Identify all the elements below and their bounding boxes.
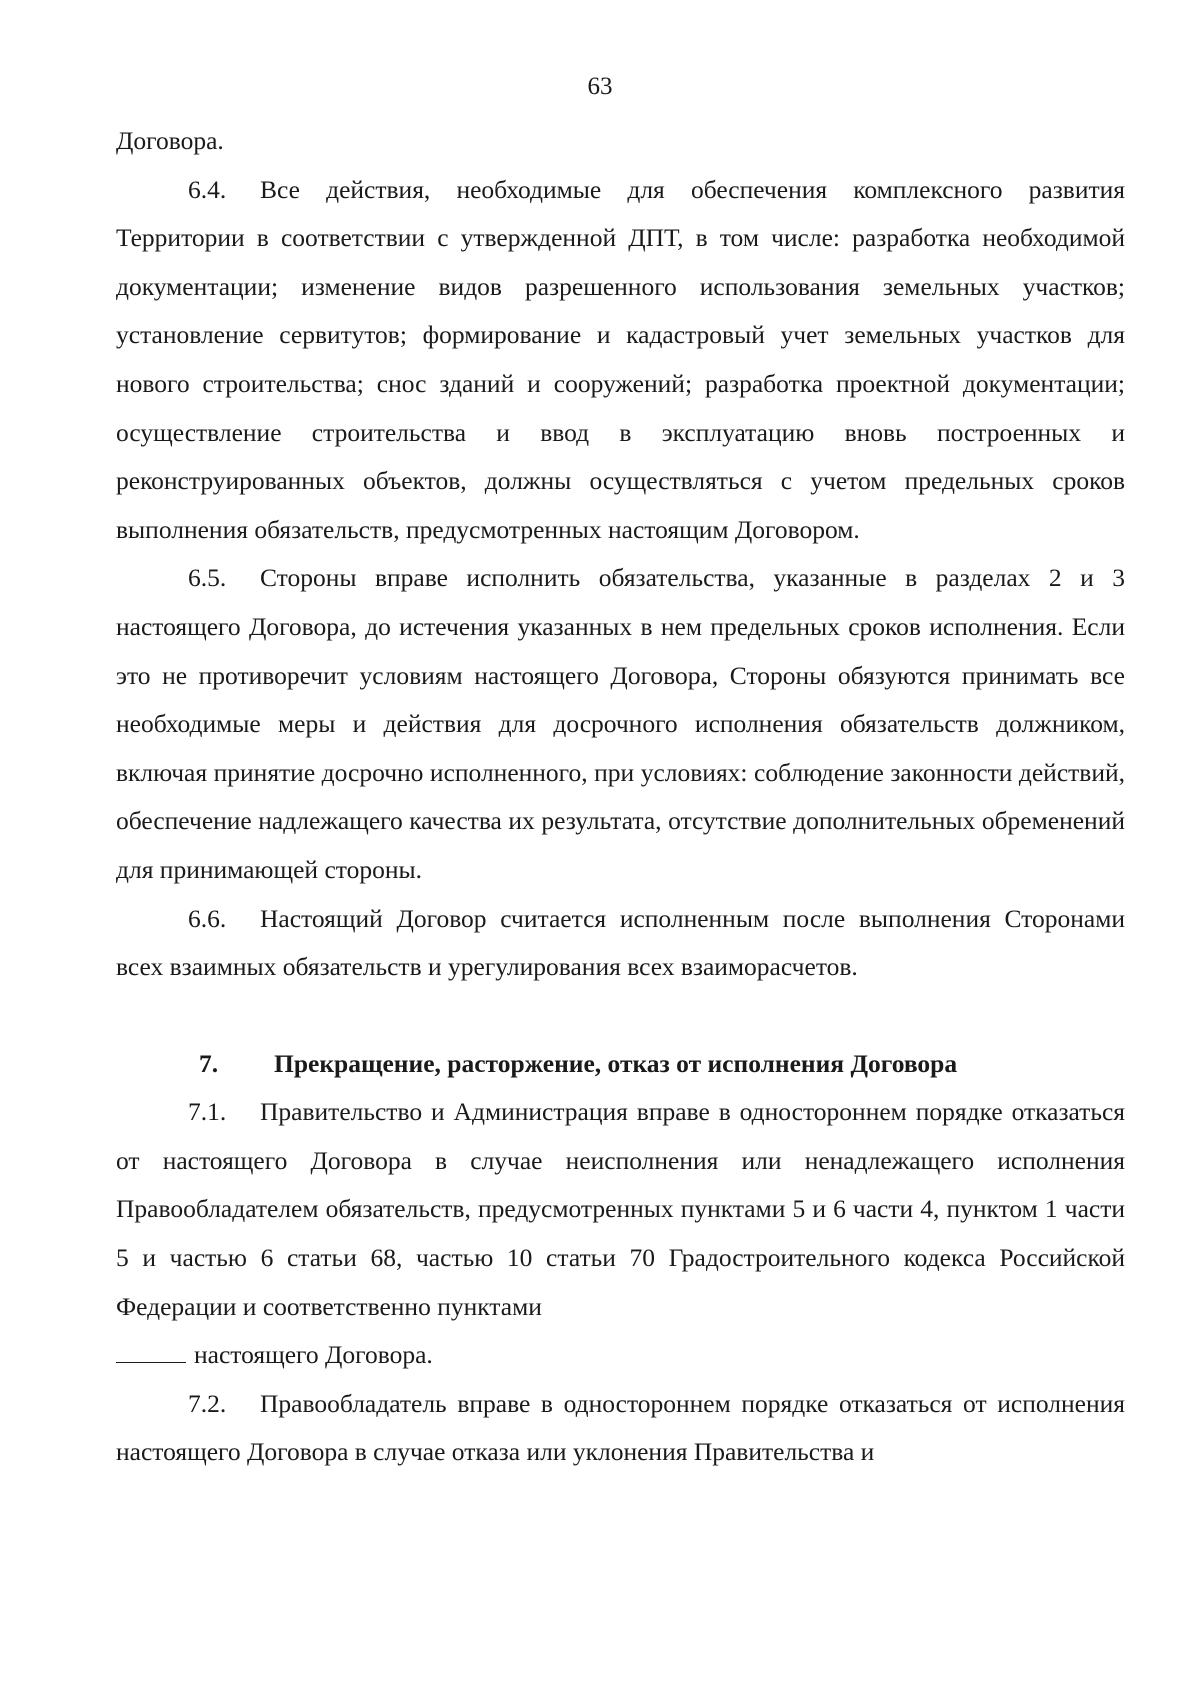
paragraph-text: Стороны вправе исполнить обязательства, указанные в разделах 2 и 3 настоящего Договора, до истечения указанных в нем предельных сроков исполнения. Если это не противоречит условиям настоящего Договора, Стороны обязуются принимать все необходимые меры и действия для досрочного исполнения обязательств должником, включая принятие досрочно исполненного, при условиях: соблюдение законности действий, обеспечение надлежащего качества их результата, отсутствие дополнительных обременений для принимающей стороны.	[116, 563, 1125, 884]
paragraph-number: 7.2.	[188, 1388, 227, 1418]
section-number: 7.	[199, 1048, 219, 1078]
paragraph-7-2	[116, 1380, 1125, 1477]
page-number: 63	[587, 73, 613, 100]
fill-in-blank	[116, 1340, 186, 1363]
section-title: Прекращение, расторжение, отказ от исполнения Договора	[274, 1048, 958, 1078]
paragraph-number: 7.1.	[188, 1097, 227, 1127]
paragraph-text: Правообладатель вправе в одностороннем порядке отказаться от исполнения настоящего Договора в случае отказа или уклонения Правительства и	[116, 1388, 1125, 1467]
paragraph-text: Настоящий Договор считается исполненным после выполнения Сторонами всех взаимных обязательств и урегулирования всех взаиморасчетов.	[116, 903, 1125, 982]
paragraph-7-1	[116, 1088, 1125, 1331]
continuation-text: Договора.	[116, 126, 224, 155]
paragraph-6-4	[116, 166, 1125, 555]
paragraph-6-6	[116, 895, 1125, 992]
paragraph-6-5	[116, 554, 1125, 894]
paragraph-number: 6.6.	[188, 903, 227, 933]
paragraph-text: Все действия, необходимые для обеспечения комплексного развития Территории в соответствии с утвержденной ДПТ, в том числе: разработка необходимой документации; изменение видов разрешенного использования земельных участков; установление сервитутов; формирование и кадастровый учет земельных участков для нового строительства; снос зданий и сооружений; разработка проектной документации; осуществление строительства и ввод в эксплуатацию вновь построенных и реконструированных объектов, должны осуществляться с учетом предельных сроков выполнения обязательств, предусмотренных настоящим Договором.	[116, 174, 1125, 544]
paragraph-number: 6.4.	[188, 174, 227, 204]
paragraph-text: Правительство и Администрация вправе в одностороннем порядке отказаться от настоящего Договора в случае неисполнения или ненадлежащего исполнения Правообладателем обязательств, предусмотренных пунктами 5 и 6 части 4, пунктом 1 части 5 и частью 6 статьи 68, частью 10 статьи 70 Градостроительного кодекса Российской Федерации и соответственно пунктами	[116, 1097, 1125, 1321]
paragraph-7-1-tail	[116, 1331, 1125, 1380]
paragraph-number: 6.5.	[188, 563, 227, 593]
paragraph-tail-text: настоящего Договора.	[194, 1340, 433, 1370]
section-heading	[116, 992, 1125, 1089]
document-body	[116, 117, 1125, 1477]
